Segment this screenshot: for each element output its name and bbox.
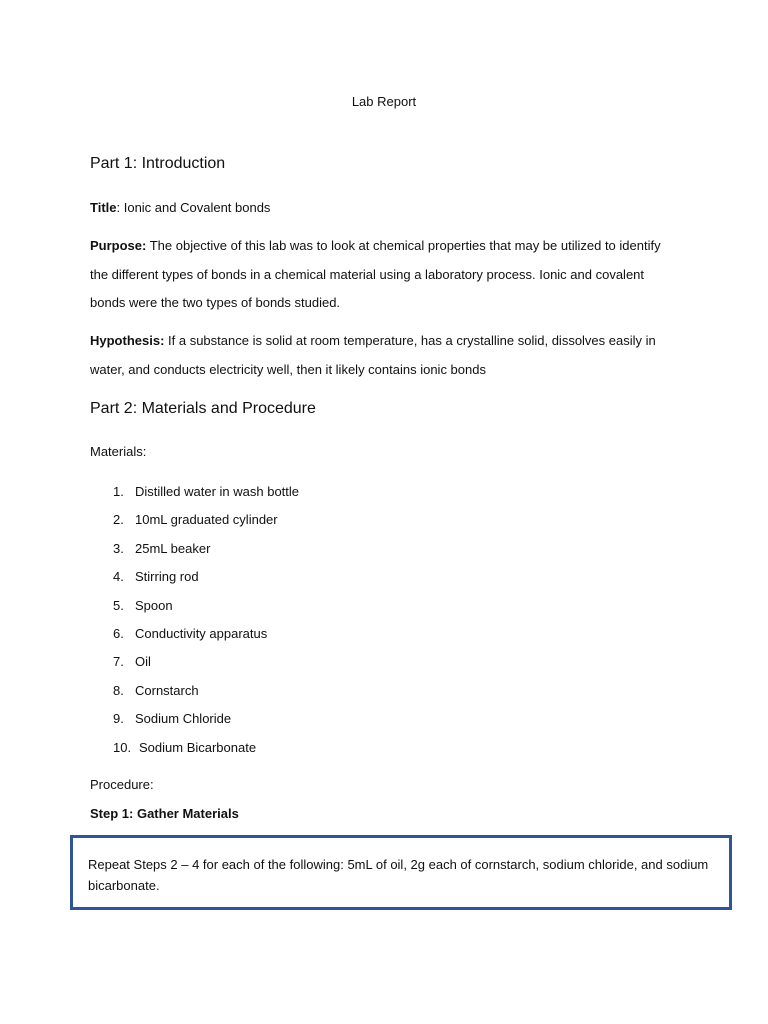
list-item-text: Spoon — [135, 597, 173, 613]
list-item-text: Cornstarch — [135, 682, 199, 698]
purpose-label: Purpose: — [90, 238, 147, 253]
hypothesis-label: Hypothesis: — [90, 333, 165, 348]
list-item-text: 10mL graduated cylinder — [135, 512, 278, 528]
list-item-text: Sodium Bicarbonate — [139, 739, 257, 755]
list-item-text: Distilled water in wash bottle — [135, 484, 300, 499]
note-box — [70, 835, 732, 910]
note-text: Repeat Steps 2 – 4 for each of the following: 5mL of oil, 2g each of cornstarch, sodium chloride, and sodium bicarbonate. — [88, 857, 709, 893]
list-item — [0, 506, 400, 534]
list-item-text: Conductivity apparatus — [135, 625, 268, 641]
materials-list — [0, 478, 400, 762]
list-item-number: 3. — [113, 540, 124, 556]
title-value: : Ionic and Covalent bonds — [116, 200, 271, 215]
list-item-text: Oil — [135, 654, 151, 670]
list-item-number: 10. — [113, 739, 132, 755]
list-item — [0, 535, 400, 563]
list-item — [0, 648, 400, 676]
list-item-number: 5. — [113, 597, 124, 613]
list-item-number: 7. — [113, 654, 124, 670]
list-item-text: Stirring rod — [135, 569, 199, 585]
list-item — [0, 563, 400, 591]
list-item — [0, 620, 400, 648]
hypothesis-text: If a substance is solid at room temperature, has a crystalline solid, dissolves easily in water, and conducts electricity well, then it likely contains ionic bonds — [90, 333, 656, 377]
materials-label: Materials: — [90, 444, 147, 459]
list-item-number: 8. — [113, 682, 124, 698]
list-item — [0, 734, 400, 762]
list-item — [0, 478, 400, 506]
list-item-number: 2. — [113, 512, 124, 528]
list-item — [0, 677, 400, 705]
title-paragraph — [90, 194, 680, 223]
part2-heading: Part 2: Materials and Procedure — [90, 400, 316, 417]
list-item-number: 9. — [113, 711, 124, 727]
document-title: Lab Report — [351, 94, 417, 109]
list-item-text: Sodium Chloride — [135, 711, 232, 727]
list-item-number: 1. — [113, 484, 124, 499]
hypothesis-paragraph — [90, 327, 680, 384]
list-item — [0, 705, 400, 733]
list-item — [0, 592, 400, 620]
list-item-number: 6. — [113, 625, 124, 641]
title-label: Title — [90, 200, 117, 215]
purpose-paragraph — [90, 232, 680, 318]
purpose-text: The objective of this lab was to look at chemical properties that may be utilized to identify the different types of bonds in a chemical material using a laboratory process. Ionic and covalent bonds were the two types of bonds studied. — [90, 238, 661, 310]
step-1-heading: Step 1: Gather Materials — [90, 806, 239, 821]
procedure-label: Procedure: — [90, 777, 154, 792]
list-item-number: 4. — [113, 569, 124, 585]
part1-heading: Part 1: Introduction — [90, 155, 226, 172]
list-item-text: 25mL beaker — [135, 540, 211, 556]
